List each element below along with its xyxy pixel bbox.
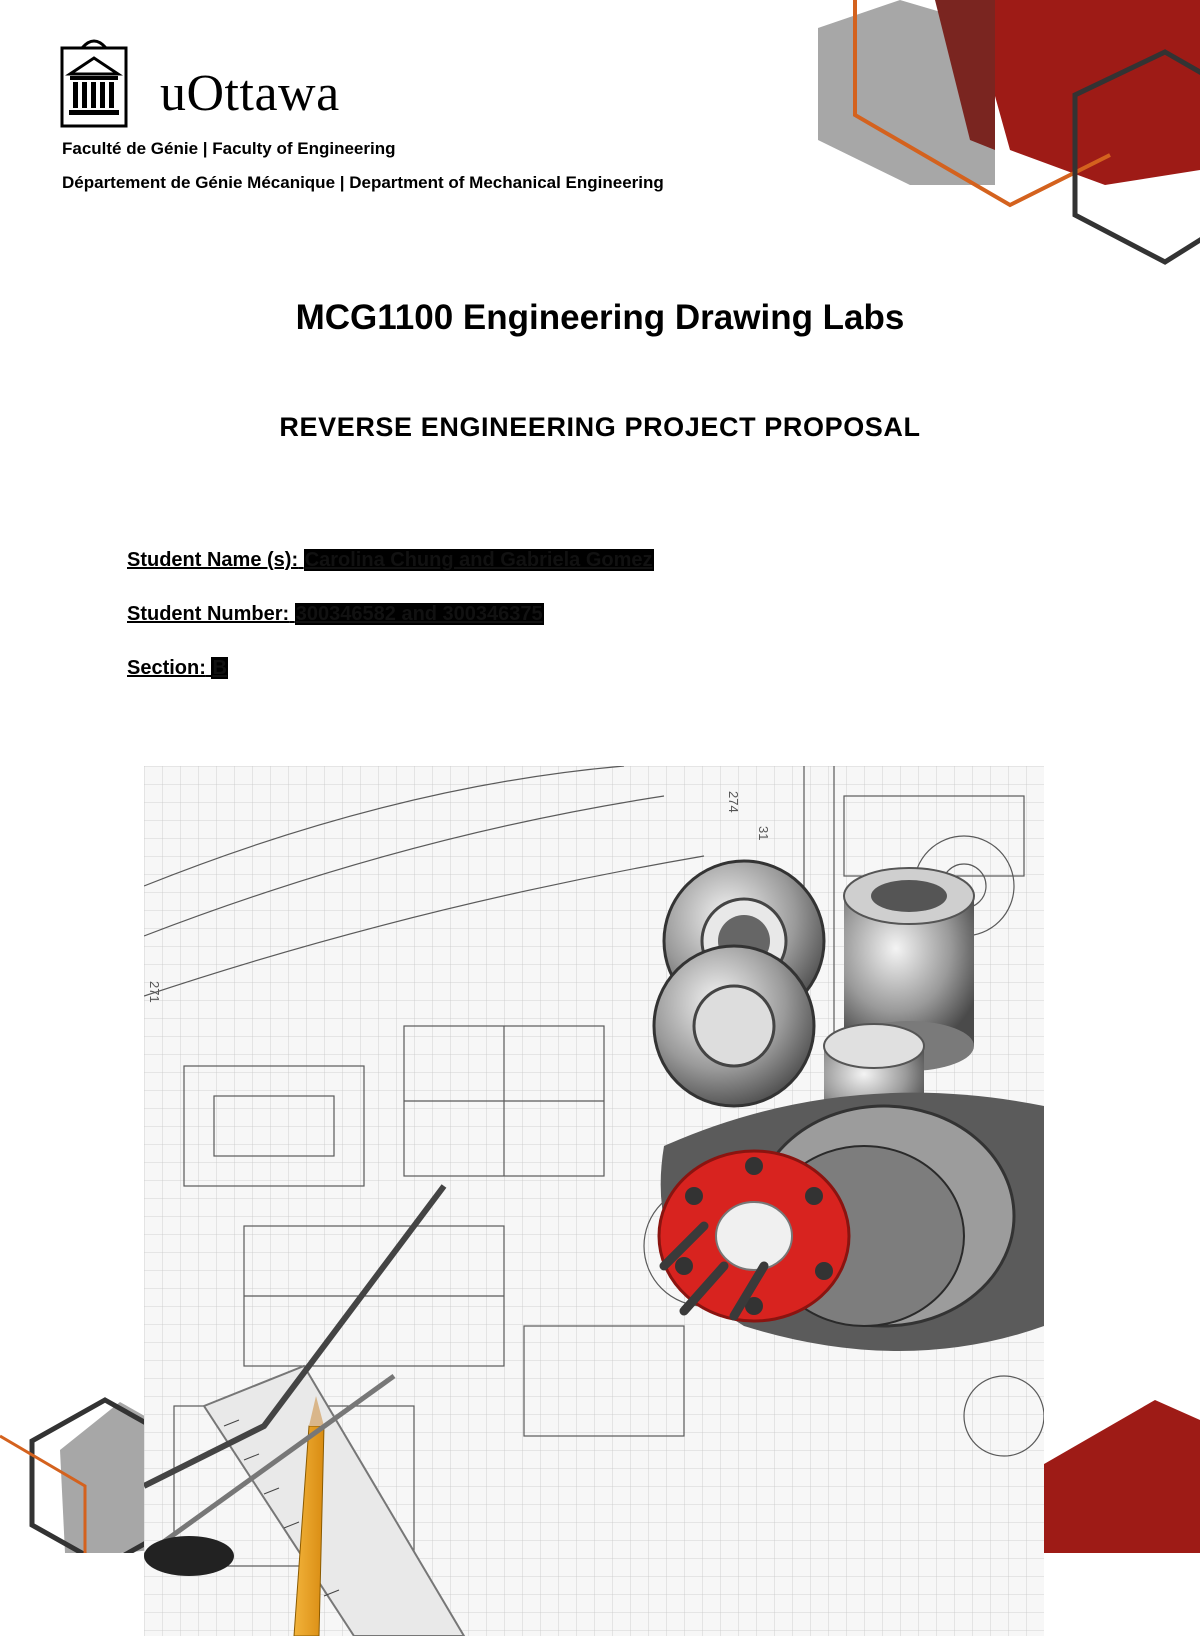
student-number-label: Student Number: — [127, 603, 290, 625]
drawing-label-31: 31 — [756, 826, 771, 841]
drawing-label-271: 271 — [147, 981, 162, 1003]
uottawa-building-icon — [60, 36, 150, 128]
document-subtitle: REVERSE ENGINEERING PROJECT PROPOSAL — [279, 412, 921, 442]
drawing-label-274: 274 — [726, 791, 741, 813]
student-number-value: 300346582 and 300346375 — [295, 603, 543, 625]
student-number-field — [127, 603, 544, 626]
student-name-value: Carolina Chung and Gabriela Gomez — [304, 549, 653, 571]
section-value: B — [212, 657, 227, 679]
section-field — [127, 657, 228, 680]
student-name-label: Student Name (s): — [127, 549, 299, 571]
hexagon-red-bottom — [1025, 1400, 1200, 1553]
document-title: MCG1100 Engineering Drawing Labs — [295, 298, 905, 337]
section-label: Section: — [127, 657, 206, 679]
student-name-field — [127, 549, 654, 572]
engineering-drawing-photo — [144, 766, 1044, 1636]
logo-wordmark: uOttawa — [160, 65, 340, 122]
clutch-assembly — [659, 1093, 1044, 1351]
faculty-line: Faculté de Génie | Faculty of Engineering — [62, 139, 396, 158]
department-line: Département de Génie Mécanique | Department of Mechanical Engineering — [62, 173, 664, 192]
